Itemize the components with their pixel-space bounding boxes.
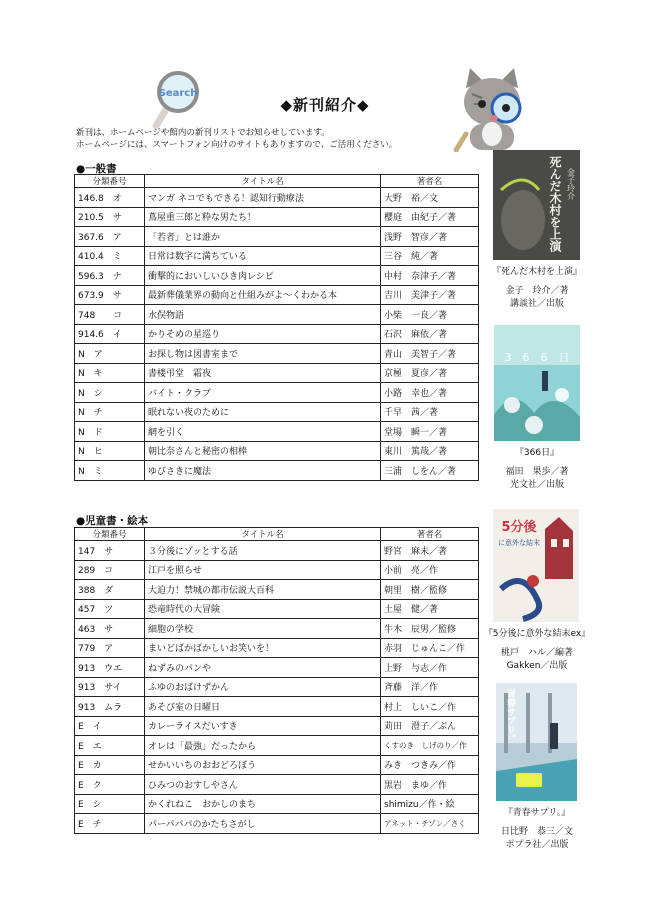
- table-row: [75, 794, 479, 814]
- general-rows: [75, 188, 479, 481]
- children-book-table: [74, 527, 479, 834]
- code-cell: N ヒ: [75, 441, 145, 461]
- intro-line: 新刊は、ホームページや館内の新刊リストでお知らせしています。: [76, 128, 330, 138]
- code-cell: 913 ムラ: [75, 697, 145, 717]
- table-row: [75, 383, 479, 403]
- table-row: [75, 344, 479, 364]
- title-cell: 江戸を照らせ: [145, 560, 381, 580]
- code-cell: E イ: [75, 716, 145, 736]
- table-row: [75, 422, 479, 442]
- table-row: [75, 541, 479, 561]
- code-cell: 596.3 ナ: [75, 266, 145, 286]
- cover-title: 死んだ木村を上演: [548, 156, 562, 252]
- title-cell: せかいいちのおおどろぼう: [145, 755, 381, 775]
- table-header-row: [75, 528, 479, 541]
- author-cell: 小柴 一良／著: [381, 305, 479, 325]
- title-cell: ふゆのおばけずかん: [145, 677, 381, 697]
- code-cell: N ア: [75, 344, 145, 364]
- title-cell: あそび室の日曜日: [145, 697, 381, 717]
- author-cell: 三谷 純／著: [381, 246, 479, 266]
- author-cell: 櫻庭 由紀子／著: [381, 207, 479, 227]
- author-cell: 朝里 樹／監修: [381, 580, 479, 600]
- title-cell: 書楼弔堂 霜夜: [145, 363, 381, 383]
- search-label: Search: [158, 88, 198, 99]
- title-cell: ねずみのパンや: [145, 658, 381, 678]
- general-book-table: [74, 174, 479, 481]
- author-cell: 村上 しいこ／作: [381, 697, 479, 717]
- book-cover-3: [493, 509, 579, 622]
- table-row: [75, 658, 479, 678]
- code-cell: 410.4 ミ: [75, 246, 145, 266]
- table-row: [75, 736, 479, 756]
- page-title: ◆新刊紹介◆: [280, 96, 370, 114]
- book-caption-3: [462, 628, 612, 673]
- book-author: 桃戸 ハル／編著: [500, 648, 573, 658]
- col-header-author: 著者名: [381, 175, 479, 188]
- title-cell: カレーライスだいすき: [145, 716, 381, 736]
- intro-text: [76, 127, 397, 151]
- table-row: [75, 285, 479, 305]
- title-cell: 最新葬儀業界の動向と仕組みがよ～くわかる本: [145, 285, 381, 305]
- table-row: [75, 363, 479, 383]
- code-cell: N ド: [75, 422, 145, 442]
- code-cell: 388 ダ: [75, 580, 145, 600]
- code-cell: N シ: [75, 383, 145, 403]
- general-heading: ●一般書: [76, 163, 117, 175]
- col-header-code: 分類番号: [75, 175, 145, 188]
- book-caption-1: [462, 266, 612, 311]
- table-row: [75, 580, 479, 600]
- title-cell: 「若者」とは誰か: [145, 227, 381, 247]
- table-row: [75, 188, 479, 208]
- author-cell: 黒岩 まゆ／作: [381, 775, 479, 795]
- table-row: [75, 814, 479, 834]
- book-author: 金子 玲介／著: [505, 286, 569, 296]
- book-title: 『366日』: [514, 448, 560, 458]
- code-cell: E シ: [75, 794, 145, 814]
- book-author: 福田 果歩／著: [505, 467, 569, 477]
- author-cell: 中村 奈津子／著: [381, 266, 479, 286]
- title-cell: ３分後にゾッとする話: [145, 541, 381, 561]
- children-heading: ●児童書・絵本: [76, 515, 149, 527]
- code-cell: E チ: [75, 814, 145, 834]
- code-cell: 673.9 サ: [75, 285, 145, 305]
- col-header-code: 分類番号: [75, 528, 145, 541]
- code-cell: 147 サ: [75, 541, 145, 561]
- intro-line: ホームページには、スマートフォン向けのサイトもありますので、ご活用ください。: [76, 140, 398, 150]
- table-row: [75, 402, 479, 422]
- author-cell: 土屋 健／著: [381, 599, 479, 619]
- author-cell: 上野 与志／作: [381, 658, 479, 678]
- cover-author: 金子玲介: [566, 168, 576, 200]
- code-cell: 463 サ: [75, 619, 145, 639]
- table-row: [75, 775, 479, 795]
- title-cell: 恐竜時代の大冒険: [145, 599, 381, 619]
- book-title: 『死んだ木村を上演』: [491, 267, 582, 277]
- author-cell: 浅野 智彦／著: [381, 227, 479, 247]
- cover-title: 3 6 6 日: [504, 351, 570, 364]
- table-row: [75, 560, 479, 580]
- book-publisher: 光文社／出版: [509, 480, 564, 490]
- table-row: [75, 461, 479, 481]
- book-author: 日比野 恭三／文: [500, 827, 573, 837]
- book-cover-4: [496, 683, 577, 801]
- table-row: [75, 305, 479, 325]
- title-cell: かりそめの星巡り: [145, 324, 381, 344]
- cover-title: 青春サプリ。: [505, 689, 515, 743]
- code-cell: N キ: [75, 363, 145, 383]
- code-cell: 913 サイ: [75, 677, 145, 697]
- table-row: [75, 755, 479, 775]
- book-publisher: ポプラ社／出版: [505, 840, 569, 850]
- title-cell: お探し物は図書室まで: [145, 344, 381, 364]
- code-cell: E ク: [75, 775, 145, 795]
- book-caption-2: [462, 447, 612, 492]
- table-header-row: [75, 175, 479, 188]
- title-cell: バイト・クラブ: [145, 383, 381, 403]
- author-cell: 石沢 麻依／著: [381, 324, 479, 344]
- table-row: [75, 207, 479, 227]
- book-title: 『5分後に意外な結末ex』: [483, 629, 591, 639]
- author-cell: 千早 茜／著: [381, 402, 479, 422]
- table-row: [75, 716, 479, 736]
- author-cell: くすのき しげのり／作: [381, 736, 479, 756]
- title-cell: ゆびさきに魔法: [145, 461, 381, 481]
- title-cell: 蔦屋重三郎と粋な男たち！: [145, 207, 381, 227]
- title-cell: 細胞の学校: [145, 619, 381, 639]
- author-cell: みき つきみ／作: [381, 755, 479, 775]
- author-cell: 野宮 麻未／著: [381, 541, 479, 561]
- author-cell: 小前 亮／作: [381, 560, 479, 580]
- author-cell: 堂場 瞬一／著: [381, 422, 479, 442]
- author-cell: 吉川 美津子／著: [381, 285, 479, 305]
- table-row: [75, 697, 479, 717]
- title-cell: 水俣物語: [145, 305, 381, 325]
- code-cell: 210.5 サ: [75, 207, 145, 227]
- author-cell: 京極 夏彦／著: [381, 363, 479, 383]
- author-cell: 赤羽 じゅんこ／作: [381, 638, 479, 658]
- table-row: [75, 638, 479, 658]
- title-cell: ひみつのおすしやさん: [145, 775, 381, 795]
- author-cell: 小路 幸也／著: [381, 383, 479, 403]
- title-cell: 網を引く: [145, 422, 381, 442]
- table-row: [75, 441, 479, 461]
- title-cell: 衝撃的においしいひき肉レシピ: [145, 266, 381, 286]
- book-publisher: Gakken／出版: [506, 661, 568, 671]
- children-rows: [75, 541, 479, 834]
- table-row: [75, 324, 479, 344]
- col-header-title: タイトル名: [145, 175, 381, 188]
- code-cell: 914.6 イ: [75, 324, 145, 344]
- table-row: [75, 619, 479, 639]
- book-title: 『青春サプリ。』: [503, 808, 571, 818]
- title-cell: 日常は数字に満ちている: [145, 246, 381, 266]
- author-cell: 大野 裕／文: [381, 188, 479, 208]
- book-publisher: 講談社／出版: [509, 299, 564, 309]
- col-header-author: 著者名: [381, 528, 479, 541]
- code-cell: 367.6 ア: [75, 227, 145, 247]
- author-cell: 苅田 澄子／ぶん: [381, 716, 479, 736]
- author-cell: 三浦 しをん／著: [381, 461, 479, 481]
- code-cell: 779 ア: [75, 638, 145, 658]
- table-row: [75, 266, 479, 286]
- code-cell: 457 ツ: [75, 599, 145, 619]
- table-row: [75, 246, 479, 266]
- title-cell: まいどばかばかしいお笑いを！: [145, 638, 381, 658]
- title-cell: マンガ ネコでもできる！認知行動療法: [145, 188, 381, 208]
- author-cell: 青山 美智子／著: [381, 344, 479, 364]
- code-cell: 748 コ: [75, 305, 145, 325]
- cover-subtitle: に意外な結末: [498, 539, 540, 547]
- author-cell: 斉藤 洋／作: [381, 677, 479, 697]
- code-cell: 146.8 オ: [75, 188, 145, 208]
- code-cell: N ミ: [75, 461, 145, 481]
- code-cell: N チ: [75, 402, 145, 422]
- table-row: [75, 227, 479, 247]
- col-header-title: タイトル名: [145, 528, 381, 541]
- book-cover-1: [493, 150, 580, 260]
- title-cell: 朝比奈さんと秘密の相棒: [145, 441, 381, 461]
- book-caption-4: [462, 807, 612, 852]
- author-cell: アネット・チゾン／さく: [381, 814, 479, 834]
- cover-title: 5分後: [501, 520, 537, 535]
- title-cell: かくれねこ おかしのまち: [145, 794, 381, 814]
- code-cell: 913 ウエ: [75, 658, 145, 678]
- book-cover-2: [494, 325, 580, 441]
- author-cell: 東川 篤哉／著: [381, 441, 479, 461]
- code-cell: E カ: [75, 755, 145, 775]
- code-cell: 289 コ: [75, 560, 145, 580]
- author-cell: shimizu／作・絵: [381, 794, 479, 814]
- table-row: [75, 677, 479, 697]
- author-cell: 牛木 辰男／監修: [381, 619, 479, 639]
- title-cell: オレは「最強」だったから: [145, 736, 381, 756]
- code-cell: E エ: [75, 736, 145, 756]
- title-cell: 眠れない夜のために: [145, 402, 381, 422]
- table-row: [75, 599, 479, 619]
- title-cell: パーパパパのかたちさがし: [145, 814, 381, 834]
- title-cell: 大迫力！禁城の都市伝説大百科: [145, 580, 381, 600]
